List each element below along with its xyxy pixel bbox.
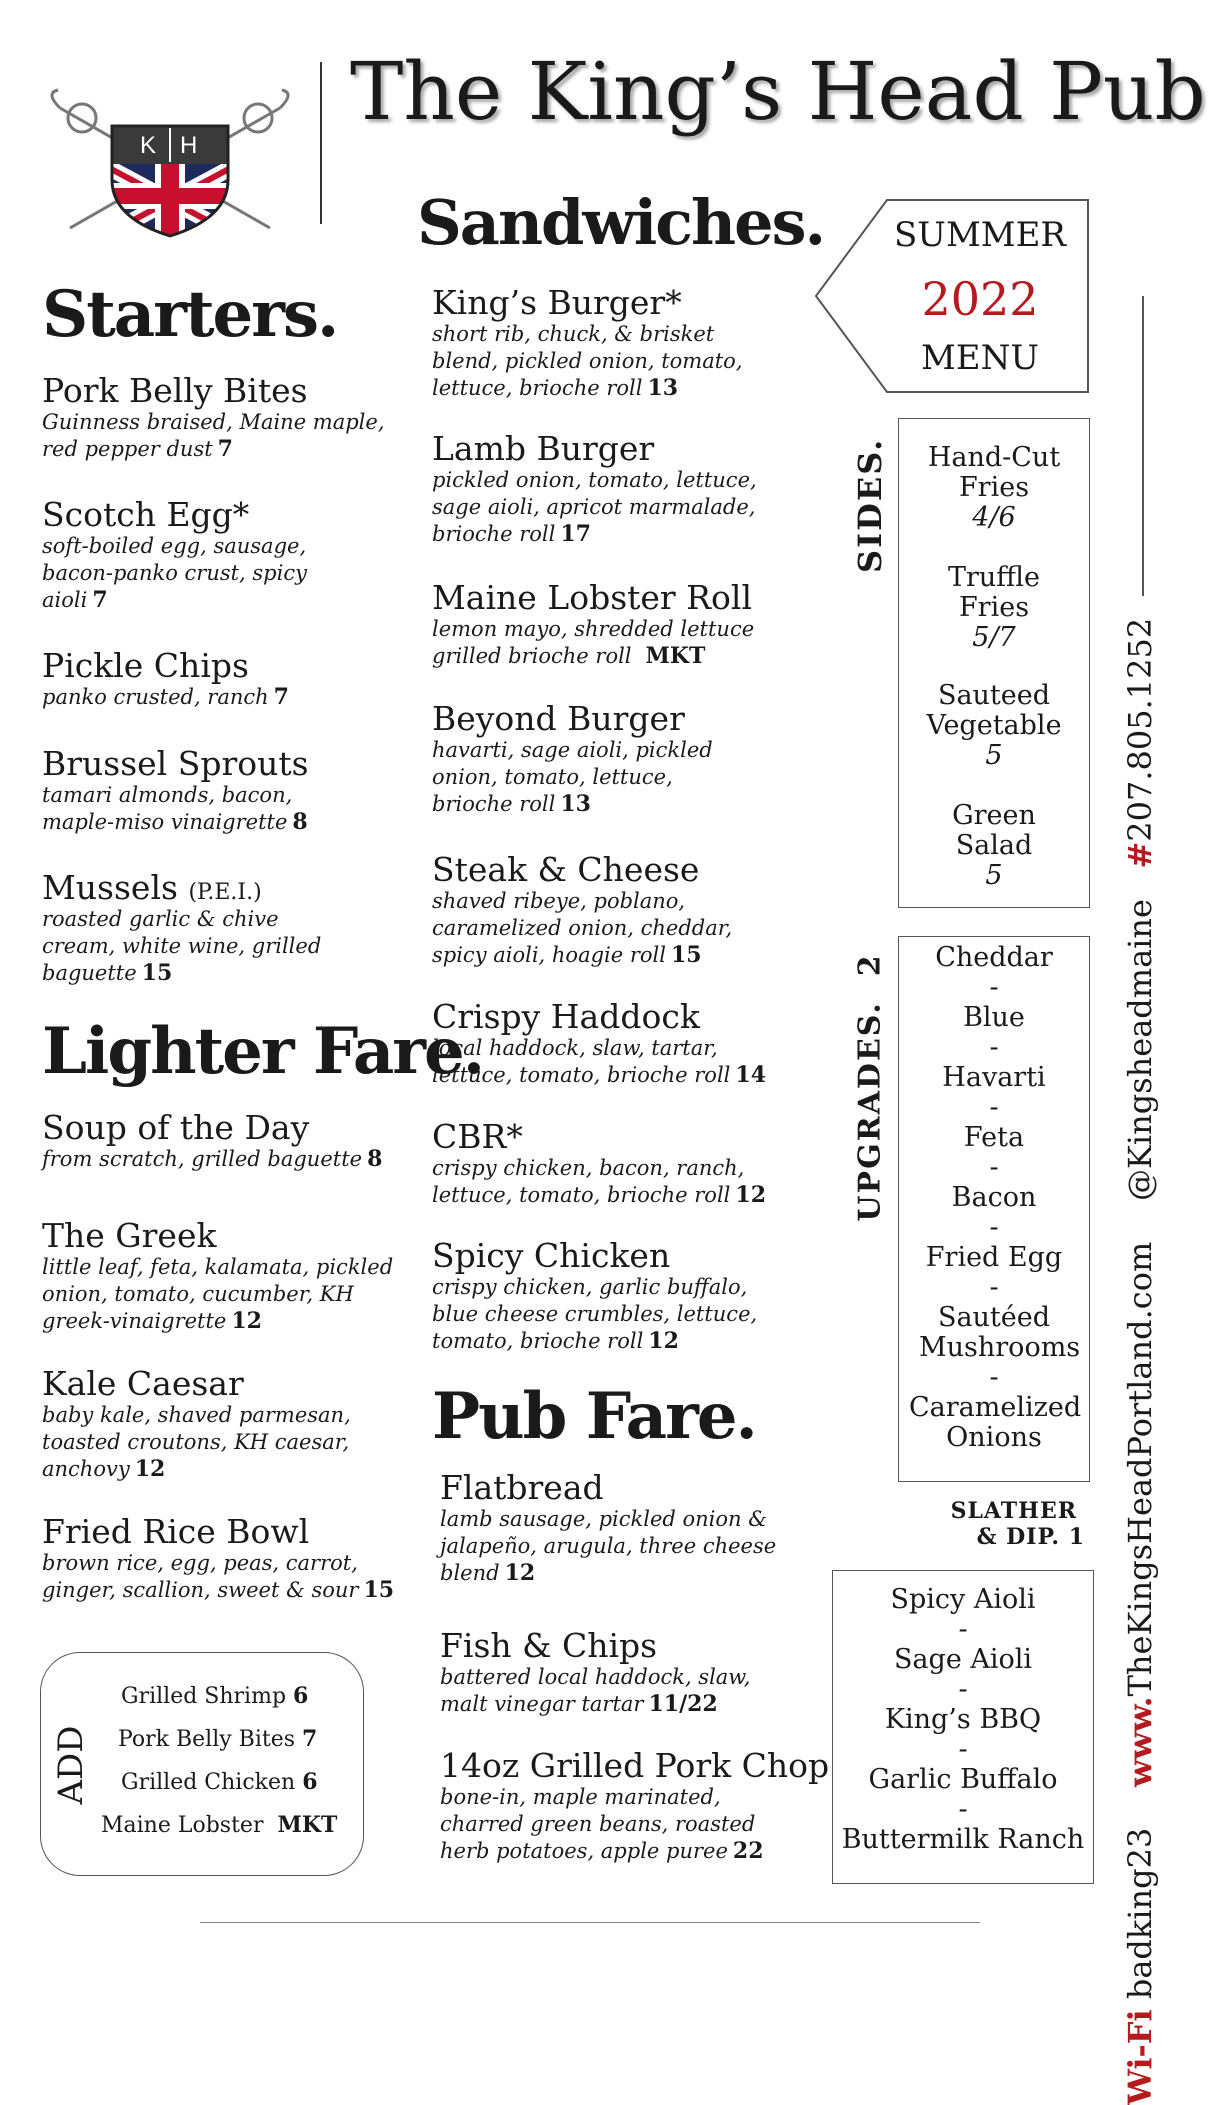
item-desc: roasted garlic & chive cream, white wine, grilled baguette xyxy=(42,907,322,986)
item-name: Beyond Burger xyxy=(432,699,685,738)
item-desc: shaved ribeye, poblano, caramelized onion, cheddar, spicy aioli, hoagie roll xyxy=(432,889,733,968)
upgrade-item: Caramelized Onions xyxy=(909,1392,1082,1453)
item-price: 8 xyxy=(292,809,308,836)
item-name: Lamb Burger xyxy=(432,429,655,468)
separator: - xyxy=(989,1032,999,1063)
side-price: 5 xyxy=(985,860,1003,891)
upgrades-price: 2 xyxy=(852,953,888,977)
item-name: Scotch Egg* xyxy=(42,495,250,534)
sandwiches-heading: Sandwiches. xyxy=(417,186,825,259)
add-item: Pork Belly Bites 7 xyxy=(118,1726,318,1752)
menu-item xyxy=(432,852,822,969)
item-desc: battered local haddock, slaw, malt vinegar tartar xyxy=(440,1665,751,1717)
menu-item xyxy=(432,285,822,402)
crossed-swords-icon xyxy=(40,88,300,238)
slather-label-line2: & DIP. xyxy=(976,1524,1061,1550)
separator: - xyxy=(958,1734,968,1765)
item-desc: brown rice, egg, peas, carrot, ginger, scallion, sweet & sour xyxy=(42,1551,359,1603)
menu-item xyxy=(42,497,412,614)
menu-item xyxy=(432,1238,822,1355)
footer-divider xyxy=(200,1922,980,1923)
logo xyxy=(40,88,300,238)
menu-item xyxy=(432,431,822,548)
menu-item xyxy=(42,1218,412,1335)
add-price: MKT xyxy=(277,1812,338,1838)
menu-item xyxy=(42,1366,412,1483)
item-price: 7 xyxy=(273,684,289,711)
separator: - xyxy=(958,1794,968,1825)
website-link[interactable]: TheKingsHeadPortland.com xyxy=(1121,1241,1159,1697)
item-desc: little leaf, feta, kalamata, pickled onion, tomato, cucumber, KH greek-vinaigrette xyxy=(42,1255,394,1334)
item-name: Steak & Cheese xyxy=(432,850,700,889)
item-desc: crispy chicken, bacon, ranch, lettuce, tomato, brioche roll xyxy=(432,1156,745,1208)
page-title: The King’s Head Pub xyxy=(350,45,1206,138)
logo-letter-k: K xyxy=(140,132,157,159)
side-item: Green Salad 5 xyxy=(899,801,1089,891)
item-name: Mussels xyxy=(42,868,178,907)
separator: - xyxy=(958,1674,968,1705)
sides-label: SIDES. xyxy=(851,437,889,573)
item-desc: crispy chicken, garlic buffalo, blue cheese crumbles, lettuce, tomato, brioche roll xyxy=(432,1275,758,1354)
item-name: Kale Caesar xyxy=(42,1364,244,1403)
item-price: 7 xyxy=(92,587,108,614)
dip-item: Garlic Buffalo xyxy=(868,1764,1058,1795)
dip-item: Spicy Aioli xyxy=(890,1584,1036,1615)
logo-letter-h: H xyxy=(180,132,198,159)
side-item: Truffle Fries 5/7 xyxy=(899,563,1089,653)
separator: - xyxy=(989,1212,999,1243)
menu-item xyxy=(42,1110,412,1173)
item-price: 13 xyxy=(560,791,591,818)
add-item: Maine Lobster MKT xyxy=(101,1812,338,1838)
menu-item xyxy=(440,1628,830,1718)
separator: - xyxy=(958,1614,968,1645)
item-price: 22 xyxy=(732,1838,764,1865)
separator: - xyxy=(989,1092,999,1123)
slather-label-line1: SLATHER xyxy=(950,1498,1077,1524)
item-desc: lemon mayo, shredded lettuce grilled brioche roll xyxy=(432,617,755,669)
upgrades-label xyxy=(853,948,888,1228)
menu-item xyxy=(432,1119,822,1209)
wifi-label: Wi-Fi xyxy=(1121,2009,1159,2105)
item-price: 15 xyxy=(670,942,702,969)
item-name: Spicy Chicken xyxy=(432,1236,671,1275)
side-price: 4/6 xyxy=(972,502,1016,533)
upgrades-box xyxy=(898,936,1090,1482)
lighter-fare-heading: Lighter Fare. xyxy=(42,1014,483,1089)
item-price: 11/22 xyxy=(648,1691,718,1718)
side-price: 5/7 xyxy=(972,622,1016,653)
item-name: Pork Belly Bites xyxy=(42,371,308,410)
side-price: 5 xyxy=(985,740,1003,771)
menu-item xyxy=(42,648,412,711)
item-price: 14 xyxy=(735,1062,767,1089)
side-item: Sauteed Vegetable 5 xyxy=(899,681,1089,771)
item-price: MKT xyxy=(645,643,706,670)
item-name: Crispy Haddock xyxy=(432,997,700,1036)
item-price: 12 xyxy=(134,1456,166,1483)
item-price: 13 xyxy=(647,375,679,402)
social-handle[interactable]: @Kingsheadmaine xyxy=(1121,899,1159,1201)
upgrade-item: Havarti xyxy=(942,1062,1046,1093)
phone-hash: # xyxy=(1121,841,1159,869)
upgrade-item: Bacon xyxy=(951,1182,1037,1213)
upgrades-label-text: UPGRADES. xyxy=(852,1001,888,1222)
item-name: Fish & Chips xyxy=(440,1626,658,1665)
website-prefix: www. xyxy=(1121,1696,1159,1787)
separator: - xyxy=(989,1272,999,1303)
item-name: Flatbread xyxy=(440,1468,604,1507)
item-name: Soup of the Day xyxy=(42,1108,310,1147)
upgrade-item: Blue xyxy=(963,1002,1025,1033)
menu-item xyxy=(432,999,822,1089)
add-ons-box xyxy=(40,1652,364,1876)
separator: - xyxy=(989,1152,999,1183)
item-desc: soft-boiled egg, sausage, bacon-panko crust, spicy aioli xyxy=(42,534,307,613)
item-desc: havarti, sage aioli, pickled onion, tomato, lettuce, brioche roll xyxy=(432,738,713,817)
separator: - xyxy=(989,972,999,1003)
contact-strip xyxy=(1120,605,1160,2105)
item-name: Maine Lobster Roll xyxy=(432,578,753,617)
item-name: Fried Rice Bowl xyxy=(42,1512,310,1551)
item-price: 15 xyxy=(141,960,173,987)
item-desc: tamari almonds, bacon, maple-miso vinaigrette xyxy=(42,783,293,835)
slather-box xyxy=(832,1570,1094,1884)
item-desc: panko crusted, ranch xyxy=(42,685,269,710)
item-desc: Guinness braised, Maine maple, red pepper dust xyxy=(42,410,385,462)
menu-item xyxy=(42,746,412,836)
add-item: Grilled Shrimp 6 xyxy=(121,1683,309,1709)
add-price: 7 xyxy=(302,1726,318,1752)
menu-item xyxy=(440,1470,830,1587)
item-name: CBR* xyxy=(432,1117,523,1156)
item-desc: lamb sausage, pickled onion & jalapeño, arugula, three cheese blend xyxy=(440,1507,777,1586)
item-desc: baby kale, shaved parmesan, toasted croutons, KH caesar, anchovy xyxy=(42,1403,351,1482)
item-name: Pickle Chips xyxy=(42,646,249,685)
upgrade-item: Feta xyxy=(963,1122,1025,1153)
menu-item xyxy=(432,580,822,670)
item-name-note: (P.E.I.) xyxy=(188,880,262,905)
item-price: 15 xyxy=(363,1577,395,1604)
wifi-password: badking23 xyxy=(1121,1827,1159,2000)
upgrade-item: Cheddar xyxy=(935,942,1053,973)
menu-item xyxy=(42,373,412,463)
sides-box xyxy=(898,418,1090,908)
separator: - xyxy=(989,1362,999,1393)
upgrade-item: Sautéed Mushrooms xyxy=(919,1302,1081,1363)
header-divider xyxy=(320,62,322,224)
slather-label xyxy=(900,1498,1085,1550)
upgrade-item: Fried Egg xyxy=(925,1242,1063,1273)
item-price: 12 xyxy=(648,1328,679,1355)
menu-item xyxy=(42,870,412,987)
menu-item xyxy=(440,1748,830,1865)
slather-price: 1 xyxy=(1068,1524,1085,1550)
item-price: 7 xyxy=(217,436,233,463)
dip-item: King’s BBQ xyxy=(884,1704,1042,1735)
dip-item: Buttermilk Ranch xyxy=(841,1824,1085,1855)
item-desc: pickled onion, tomato, lettuce, sage aioli, apricot marmalade, brioche roll xyxy=(432,468,757,547)
item-price: 12 xyxy=(231,1308,262,1335)
phone-number[interactable]: 207.805.1252 xyxy=(1121,617,1159,842)
pub-fare-heading: Pub Fare. xyxy=(432,1379,756,1454)
starters-heading: Starters. xyxy=(42,277,338,352)
add-price: 6 xyxy=(302,1769,318,1795)
side-item: Hand-Cut Fries 4/6 xyxy=(899,443,1089,533)
item-desc: bone-in, maple marinated, charred green beans, roasted herb potatoes, apple puree xyxy=(440,1785,756,1864)
season-menu-label: MENU xyxy=(920,338,1040,378)
add-label: ADD xyxy=(51,1725,91,1805)
item-price: 12 xyxy=(504,1560,536,1587)
contact-rule xyxy=(1142,296,1144,596)
dip-item: Sage Aioli xyxy=(893,1644,1033,1675)
item-price: 12 xyxy=(735,1182,767,1209)
item-desc: short rib, chuck, & brisket blend, pickled onion, tomato, lettuce, brioche roll xyxy=(432,322,743,401)
item-price: 17 xyxy=(560,521,591,548)
item-desc: from scratch, grilled baguette xyxy=(42,1147,363,1172)
season-label: SUMMER xyxy=(894,215,1066,255)
season-year: 2022 xyxy=(921,272,1039,326)
menu-item xyxy=(432,701,822,818)
menu-item xyxy=(42,1514,412,1604)
item-desc: local haddock, slaw, tartar, lettuce, tomato, brioche roll xyxy=(432,1036,731,1088)
add-price: 6 xyxy=(293,1683,309,1709)
item-name: The Greek xyxy=(42,1216,217,1255)
item-price: 8 xyxy=(367,1146,383,1173)
add-item: Grilled Chicken 6 xyxy=(121,1769,318,1795)
item-name: 14oz Grilled Pork Chop xyxy=(440,1746,830,1785)
item-name: King’s Burger* xyxy=(432,283,682,322)
item-name: Brussel Sprouts xyxy=(42,744,309,783)
